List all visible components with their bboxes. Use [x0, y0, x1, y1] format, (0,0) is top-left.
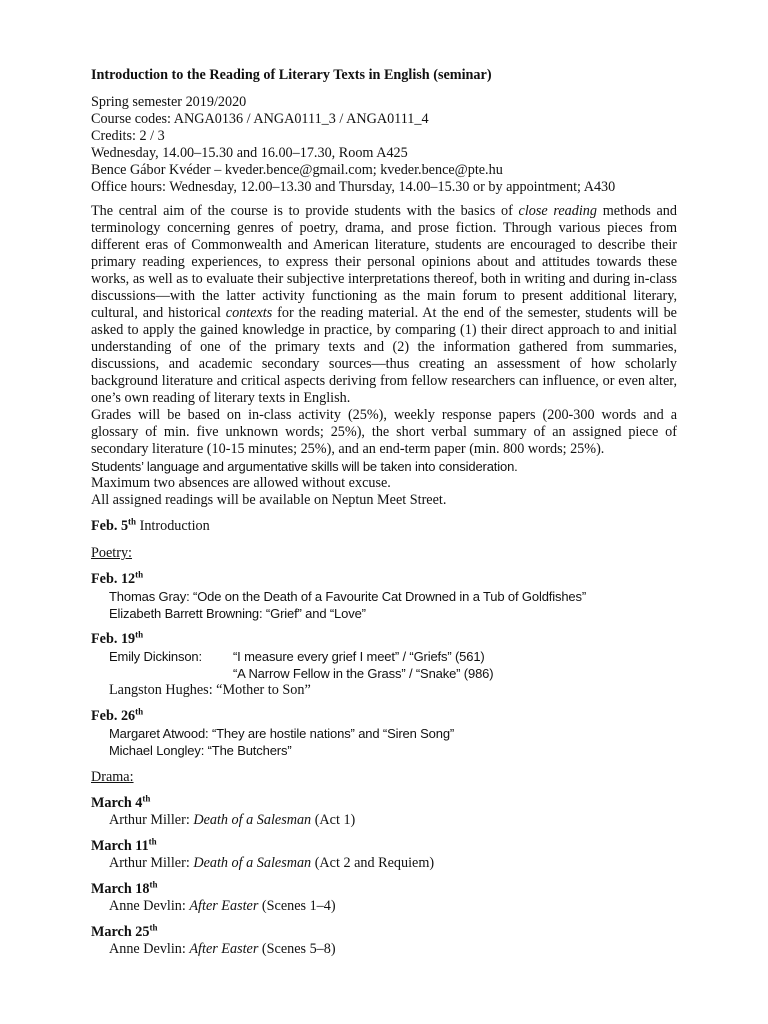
reading-item-continued: “A Narrow Fellow in the Grass” / “Snake” (986)	[233, 666, 494, 681]
reading-item: Anne Devlin: After Easter (Scenes 5–8)	[109, 941, 336, 957]
description-emphasis: close reading	[518, 203, 597, 219]
week-date: March 25th	[91, 922, 158, 940]
description-text: methods and terminology concerning genres of poetry, drama, and prose fiction. Through various pieces from different eras of Commonwealth and American literature, students are encouraged to describe their primary reading experiences, to express their personal opinions about and attitudes towards these works, as well as to evaluate their subjective interpretations thereof, both in writing and during in-class discussions—with the latter activity functioning as the main forum to present additional literary, cultural, and historical	[91, 203, 677, 321]
absence-policy: Maximum two absences are allowed without excuse.	[91, 475, 391, 491]
week-date: Feb. 12th	[91, 569, 144, 587]
week-date: Feb. 19th	[91, 629, 144, 647]
week-date: Feb. 5th	[91, 516, 137, 534]
description-text: for the reading material. At the end of the semester, students will be asked to apply the gained knowledge in practice, by comparing (1) their direct approach to and initial understanding of one of the primary texts and (2) the information gathered from summaries, discussions, and academic secondary sources—thus creating an assessment of how scholarly background literature and critical aspects deriving from fellow researchers can influence, or even alter, one’s own reading of literary texts in English.	[91, 305, 677, 406]
office-hours: Office hours: Wednesday, 12.00–13.30 and Thursday, 14.00–15.30 or by appointment; A430	[91, 179, 616, 195]
reading-item: Arthur Miller: Death of a Salesman (Act 2 and Requiem)	[109, 855, 435, 871]
week-march-4	[91, 795, 677, 829]
week-date: March 11th	[91, 836, 157, 854]
week-feb-19	[91, 631, 677, 699]
week-date: March 4th	[91, 793, 151, 811]
week-march-25	[91, 924, 677, 958]
course-description	[91, 203, 677, 407]
class-schedule: Wednesday, 14.00–15.30 and 16.00–17.30, Room A425	[91, 145, 408, 161]
reading-item: Anne Devlin: After Easter (Scenes 1–4)	[109, 898, 336, 914]
reading-item: Langston Hughes: “Mother to Son”	[109, 682, 311, 698]
reading-item: Michael Longley: “The Butchers”	[109, 743, 292, 758]
syllabus-page	[91, 67, 677, 958]
week-feb-26	[91, 708, 677, 759]
description-text: The central aim of the course is to provide students with the basics of	[91, 203, 519, 219]
reading-item: Margaret Atwood: “They are hostile nations” and “Siren Song”	[109, 726, 455, 741]
week-topic: Introduction	[136, 518, 210, 534]
section-drama: Drama:	[91, 769, 134, 785]
readings-note: All assigned readings will be available on Neptun Meet Street.	[91, 492, 447, 508]
course-codes: Course codes: ANGA0136 / ANGA0111_3 / ANGA0111_4	[91, 111, 429, 127]
section-poetry: Poetry:	[91, 545, 132, 561]
week-date: March 18th	[91, 879, 158, 897]
week-feb-5	[91, 518, 677, 535]
semester: Spring semester 2019/2020	[91, 94, 247, 110]
credits: Credits: 2 / 3	[91, 128, 165, 144]
week-date: Feb. 26th	[91, 706, 144, 724]
instructor-contact: Bence Gábor Kvéder – kveder.bence@gmail.com; kveder.bence@pte.hu	[91, 162, 503, 178]
week-march-18	[91, 881, 677, 915]
reading-item: Arthur Miller: Death of a Salesman (Act 1)	[109, 812, 356, 828]
reading-item: Elizabeth Barrett Browning: “Grief” and “Love”	[109, 606, 366, 621]
skills-note: Students’ language and argumentative skills will be taken into consideration.	[91, 459, 518, 474]
week-march-11	[91, 838, 677, 872]
week-feb-12	[91, 571, 677, 622]
reading-author: Emily Dickinson:	[109, 649, 202, 664]
course-title: Introduction to the Reading of Literary Texts in English (seminar)	[91, 67, 492, 83]
reading-title: “I measure every grief I meet” / “Griefs” (561)	[233, 649, 485, 664]
reading-item: Thomas Gray: “Ode on the Death of a Favourite Cat Drowned in a Tub of Goldfishes”	[109, 589, 587, 604]
description-emphasis: contexts	[225, 305, 273, 321]
reading-item	[91, 648, 677, 665]
course-info	[91, 94, 677, 196]
grading-policy: Grades will be based on in-class activity (25%), weekly response papers (200-300 words and a glossary of min. five unknown words; 25%), the short verbal summary of an assigned piece of secondary literature (10-15 minutes; 25%), and an end-term paper (min. 800 words; 25%).	[91, 407, 677, 457]
